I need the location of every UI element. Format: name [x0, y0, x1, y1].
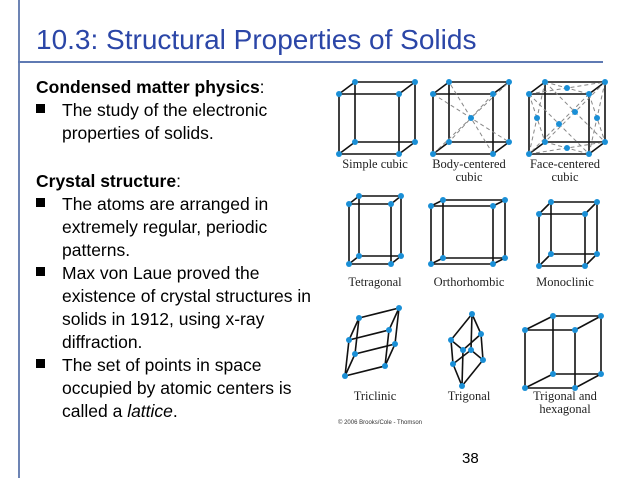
lattice-atom — [382, 363, 388, 369]
lattice-atom — [446, 139, 452, 145]
section-heading: Crystal structure — [36, 171, 177, 191]
lattice-atom — [446, 79, 452, 85]
lattice-atom — [556, 121, 562, 127]
lattice-atom — [346, 261, 352, 267]
bullet-text: Max von Laue proved the existence of crystal structures in solids in 1912, using x-ray diffraction. — [62, 263, 311, 352]
lattice-atom — [342, 373, 348, 379]
lattice-atom — [430, 91, 436, 97]
bullet-square-icon — [36, 267, 45, 276]
label-simple-cubic: Simple cubic — [342, 157, 408, 171]
lattice-atom — [396, 91, 402, 97]
slide-left-border — [18, 0, 20, 478]
lattice-atom — [572, 327, 578, 333]
label-tetragonal: Tetragonal — [348, 275, 402, 289]
lattice-atom — [448, 337, 454, 343]
bravais-lattices-figure — [325, 68, 615, 430]
page-number: 38 — [462, 450, 479, 467]
lattice-atom — [490, 261, 496, 267]
lattice-atom — [564, 145, 570, 151]
lattice-atom — [502, 255, 508, 261]
slide-body — [36, 76, 328, 423]
lattice-atom — [356, 193, 362, 199]
bullet-text-prefix: The set of points in space occupied by atomic centers is called a — [62, 355, 292, 421]
label-line: cubic — [455, 170, 483, 184]
bullet-square-icon — [36, 359, 45, 368]
lattice-atom — [594, 251, 600, 257]
lattice-atom — [398, 253, 404, 259]
lattice-atom — [336, 91, 342, 97]
title-underline — [18, 61, 603, 63]
label-orthorhombic: Orthorhombic — [433, 275, 505, 289]
label-trigonal-hexagonal — [517, 390, 613, 416]
lattice-atom — [398, 193, 404, 199]
bullet-item — [36, 262, 328, 354]
lattice-atom — [506, 79, 512, 85]
lattice-atom — [602, 139, 608, 145]
bullet-square-icon — [36, 198, 45, 207]
lattice-atom — [594, 199, 600, 205]
lattice-edge — [462, 360, 483, 386]
lattice-atom — [388, 201, 394, 207]
lattice-atom — [550, 313, 556, 319]
label-line: hexagonal — [539, 402, 591, 416]
lattice-atom — [468, 347, 474, 353]
lattice-edge — [481, 334, 483, 360]
section-heading: Condensed matter physics — [36, 77, 260, 97]
lattice-edge — [471, 314, 472, 350]
lattice-atom — [336, 151, 342, 157]
lattice-atom — [582, 263, 588, 269]
lattice-atom — [356, 315, 362, 321]
lattice-atom — [469, 311, 475, 317]
lattice-atom — [582, 211, 588, 217]
lattice-atom — [352, 79, 358, 85]
lattice-atom — [502, 197, 508, 203]
lattice-atom — [564, 85, 570, 91]
bullet-text: The atoms are arranged in extremely regular, periodic patterns. — [62, 194, 269, 260]
lattice-atom — [346, 337, 352, 343]
section-crystal-structure — [36, 170, 328, 193]
lattice-edge — [575, 316, 601, 330]
lattice-atom — [412, 139, 418, 145]
lattice-atom — [396, 305, 402, 311]
slide-title: 10.3: Structural Properties of Solids — [36, 24, 477, 55]
lattice-atom — [536, 263, 542, 269]
lattice-edge — [349, 330, 389, 340]
lattice-atom — [550, 371, 556, 377]
lattice-atom — [522, 327, 528, 333]
label-body-centered-cubic — [421, 158, 517, 184]
lattice-atom — [478, 331, 484, 337]
lattice-atom — [548, 199, 554, 205]
lattice-atom — [594, 115, 600, 121]
lattice-atom — [428, 261, 434, 267]
heading-colon: : — [259, 77, 265, 97]
lattice-edge — [451, 340, 453, 364]
lattice-atom — [572, 109, 578, 115]
spacer — [36, 145, 328, 170]
lattice-atom — [450, 361, 456, 367]
lattice-atom — [602, 79, 608, 85]
lattice-atom — [490, 91, 496, 97]
label-line: Body-centered — [432, 157, 506, 171]
lattice-atom — [428, 203, 434, 209]
lattice-edge — [453, 364, 462, 386]
lattice-atom — [346, 201, 352, 207]
lattice-edge — [359, 308, 399, 318]
lattice-atom — [440, 255, 446, 261]
bullet-square-icon — [36, 104, 45, 113]
lattice-atom — [542, 139, 548, 145]
bullet-text-suffix: . — [172, 401, 178, 421]
lattice-edge — [355, 344, 395, 354]
lattice-atom — [586, 91, 592, 97]
lattice-atom — [542, 79, 548, 85]
lattice-atom — [598, 313, 604, 319]
lattice-atom — [386, 327, 392, 333]
lattice-edge — [525, 374, 553, 388]
section-condensed-matter — [36, 76, 328, 99]
label-monoclinic: Monoclinic — [536, 275, 594, 289]
lattice-atom — [356, 253, 362, 259]
lattice-atom — [534, 115, 540, 121]
lattice-edge — [575, 374, 601, 388]
lattice-atom — [598, 371, 604, 377]
label-trigonal: Trigonal — [447, 389, 491, 403]
lattice-edge — [472, 314, 481, 334]
lattice-atom — [460, 347, 466, 353]
lattice-atom — [412, 79, 418, 85]
bullet-item — [36, 354, 328, 423]
lattice-edge — [345, 366, 385, 376]
lattice-atom — [388, 261, 394, 267]
label-line: cubic — [551, 170, 579, 184]
lattice-atom — [526, 91, 532, 97]
bullet-item — [36, 193, 328, 262]
lattice-atom — [392, 341, 398, 347]
lattice-atom — [490, 203, 496, 209]
copyright-note: © 2006 Brooks/Cole - Thomson — [338, 420, 423, 426]
label-line: Trigonal and — [533, 389, 597, 403]
heading-colon: : — [176, 171, 181, 191]
lattice-atom — [352, 351, 358, 357]
label-face-centered-cubic — [517, 158, 613, 184]
lattice-drawings — [325, 68, 615, 418]
lattice-atom — [480, 357, 486, 363]
lattice-atom — [468, 115, 474, 121]
lattice-atom — [536, 211, 542, 217]
lattice-term: lattice — [127, 401, 173, 421]
label-triclinic: Triclinic — [353, 389, 397, 403]
lattice-atom — [548, 251, 554, 257]
lattice-atom — [440, 197, 446, 203]
lattice-edge — [525, 316, 553, 330]
lattice-edge — [451, 314, 472, 340]
bullet-item — [36, 99, 328, 145]
label-line: Face-centered — [529, 157, 601, 171]
lattice-atom — [506, 139, 512, 145]
lattice-atom — [352, 139, 358, 145]
bullet-text: The study of the electronic properties of solids. — [62, 100, 268, 143]
